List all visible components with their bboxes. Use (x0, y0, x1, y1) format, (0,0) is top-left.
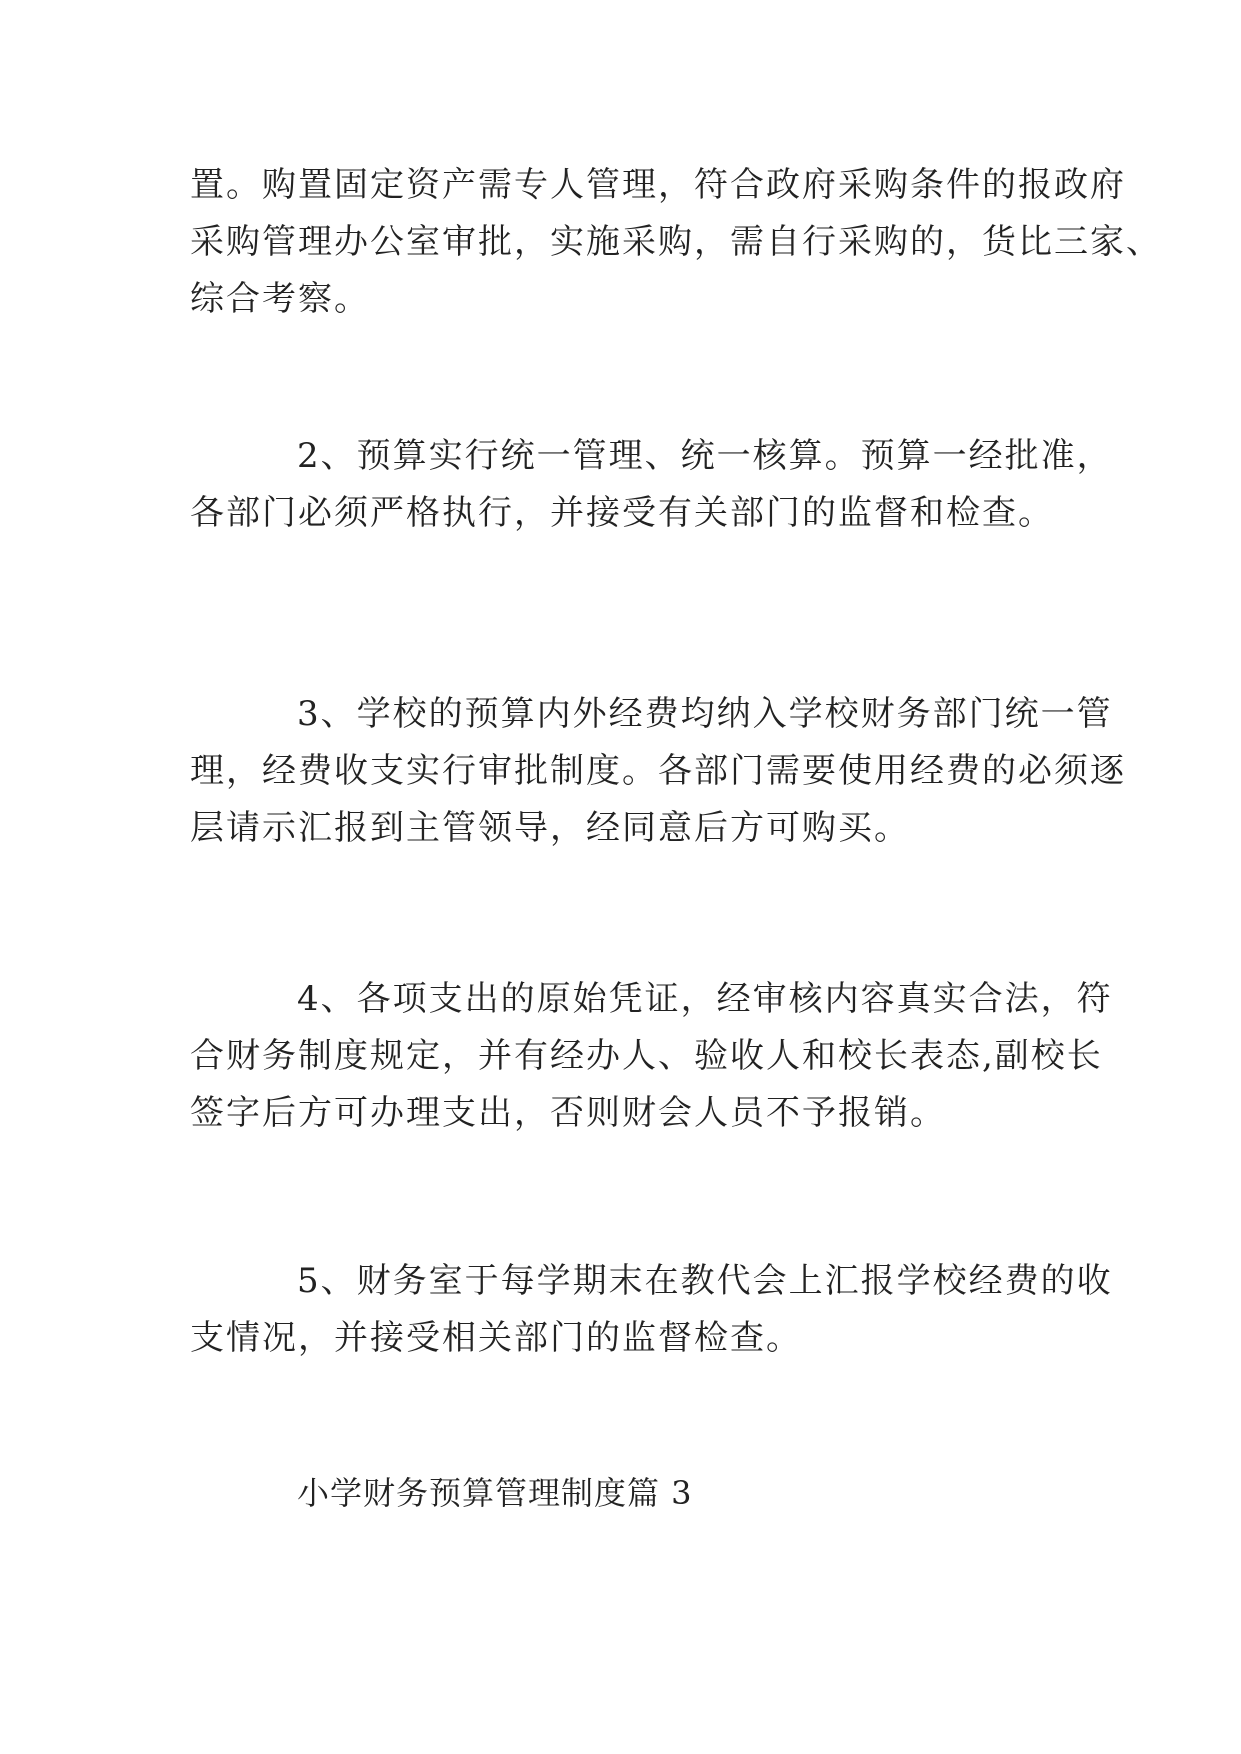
paragraph-line: 采购管理办公室审批，实施采购，需自行采购的，货比三家、 (190, 222, 1162, 262)
paragraph-line: 综合考察。 (190, 279, 370, 319)
paragraph-fixed-assets (190, 157, 1162, 328)
section-heading: 小学财务预算管理制度篇 3 (297, 1474, 693, 1512)
paragraph-line: 5、财务室于每学期末在教代会上汇报学校经费的收 (297, 1261, 1113, 1301)
paragraph-item-5 (190, 1253, 1113, 1367)
paragraph-item-3 (190, 686, 1126, 857)
paragraph-line: 合财务制度规定，并有经办人、验收人和校长表态,副校长 (190, 1036, 1103, 1076)
paragraph-line: 理，经费收支实行审批制度。各部门需要使用经费的必须逐 (190, 751, 1126, 791)
paragraph-line: 签字后方可办理支出，否则财会人员不予报销。 (190, 1093, 946, 1133)
paragraph-item-2 (190, 428, 1113, 542)
paragraph-line: 置。购置固定资产需专人管理，符合政府采购条件的报政府 (190, 165, 1126, 205)
paragraph-line: 层请示汇报到主管领导，经同意后方可购买。 (190, 808, 910, 848)
paragraph-line: 支情况，并接受相关部门的监督检查。 (190, 1318, 802, 1358)
paragraph-line: 各部门必须严格执行，并接受有关部门的监督和检查。 (190, 493, 1054, 533)
paragraph-line: 2、预算实行统一管理、统一核算。预算一经批准， (297, 436, 1113, 476)
paragraph-line: 3、学校的预算内外经费均纳入学校财务部门统一管 (297, 694, 1113, 734)
paragraph-line: 4、各项支出的原始凭证，经审核内容真实合法，符 (297, 979, 1113, 1019)
paragraph-item-4 (190, 971, 1113, 1142)
